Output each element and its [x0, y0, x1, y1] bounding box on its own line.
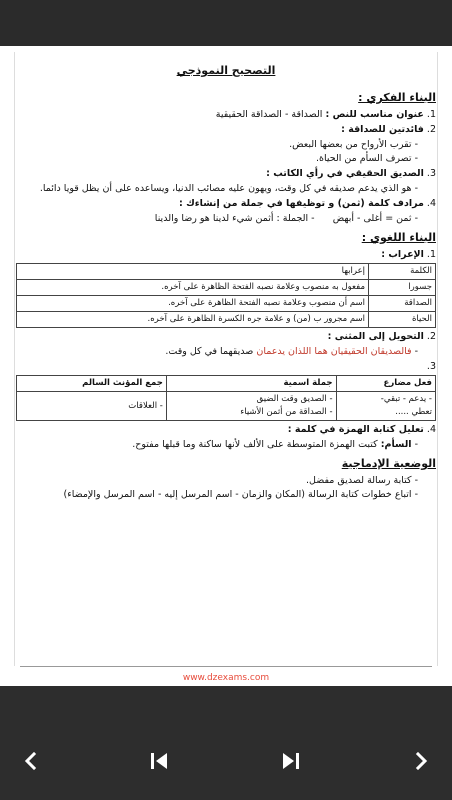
question-number: 4. — [426, 198, 436, 209]
synonym-line: - ثمن = أغلى - أبهض - الجملة : أثمن شيء لدينا هو رضا والدينا — [154, 213, 418, 224]
question-label: تعليل كتابة الهمزة في كلمة : — [287, 424, 424, 435]
list-item-text: تقرب الأرواح من بعضها البعض. — [289, 139, 412, 150]
first-page-button[interactable] — [144, 746, 174, 776]
question-label: فائدتين للصداقة : — [341, 124, 424, 135]
table-row — [17, 312, 436, 328]
table-cell: الصداقة — [369, 296, 436, 312]
document-page[interactable] — [0, 46, 452, 686]
list-item: - تقرب الأرواح من بعضها البعض. — [289, 139, 418, 150]
question-4 — [16, 197, 436, 210]
question-label: الصديق الحقيقي في رأي الكاتب : — [266, 168, 424, 179]
table-header-cell: فعل مضارع — [336, 376, 435, 392]
question-number: 3. — [426, 361, 436, 372]
sentence-text: الجملة : أثمن شيء لدينا هو رضا والدينا — [154, 213, 309, 224]
dual-transform-line: - فالصديقان الحقيقيان هما اللذان يدعمان صديقهما في كل وقت. — [165, 346, 418, 357]
table-header-cell: الكلمة — [369, 264, 436, 280]
table-header-row — [17, 264, 436, 280]
last-page-button[interactable] — [276, 746, 306, 776]
question-label: التحويل إلى المثنى : — [327, 331, 424, 342]
skip-first-icon — [149, 752, 169, 770]
question-label: الإعراب : — [381, 249, 424, 260]
table-cell: - يدعم - تبقي- تعطي ..... — [336, 392, 435, 421]
table-row — [17, 392, 436, 421]
table-header-cell: جملة اسمية — [166, 376, 336, 392]
question-2 — [16, 330, 436, 343]
cell-text: العلاقات — [128, 400, 158, 411]
section-title-integration: الوضعية الإدماجية — [341, 457, 436, 470]
question-3 — [16, 360, 436, 373]
hamza-explanation: - السأم: كتبت الهمزة المتوسطة على الألف لأنها ساكنة وما قبلها مفتوح. — [132, 439, 418, 450]
chevron-left-icon — [23, 752, 39, 770]
page-title: التصحيح النموذجي — [176, 64, 276, 77]
list-item-text: تصرف السأم من الحياة. — [315, 153, 412, 164]
question-4 — [16, 423, 436, 436]
parsing-table — [16, 263, 436, 328]
table-header-cell: جمع المؤنث السالم — [17, 376, 167, 392]
list-item: - هو الذي يدعم صديقه في كل وقت، ويهون عليه مصائب الدنيا، ويساعده على أن يظل قويا دائما. — [39, 183, 418, 194]
highlighted-text: فالصديقان الحقيقيان هما اللذان يدعمان — [256, 346, 412, 357]
next-page-button[interactable] — [406, 746, 436, 776]
list-item-text: هو الذي يدعم صديقه في كل وقت، ويهون عليه مصائب الدنيا، ويساعده على أن يظل قويا دائما. — [39, 183, 412, 194]
cell-text: تعطي ..... — [395, 407, 432, 417]
cell-text: الصداقة من أثمن الأشياء — [240, 407, 327, 417]
word-text: السأم: — [380, 439, 412, 450]
question-number: 1. — [426, 109, 436, 120]
question-answer: الصداقة - الصداقة الحقيقية — [215, 109, 323, 120]
cell-text: الصديق وقت الضيق — [256, 394, 327, 404]
question-number: 1. — [426, 249, 436, 260]
question-number: 4. — [426, 424, 436, 435]
cell-text: يدعم - تبقي- — [380, 394, 427, 404]
question-number: 2. — [426, 331, 436, 342]
question-number: 2. — [426, 124, 436, 135]
table-cell: الحياة — [369, 312, 436, 328]
question-3 — [16, 167, 436, 180]
table-cell: - الصديق وقت الضيق - الصداقة من أثمن الأشياء — [166, 392, 336, 421]
bottom-navigation-bar — [0, 686, 452, 800]
chevron-right-icon — [413, 752, 429, 770]
list-item: - تصرف السأم من الحياة. — [315, 153, 418, 164]
table-cell: مفعول به منصوب وعلامة نصبه الفتحة الظاهرة على آخره. — [17, 280, 369, 296]
footer-divider — [20, 666, 432, 667]
skip-last-icon — [281, 752, 301, 770]
question-number: 3. — [426, 168, 436, 179]
section-title-thought: البناء الفكري : — [358, 91, 436, 104]
question-1 — [16, 248, 436, 261]
list-item-text: كتابة رسالة لصديق مفضل. — [306, 475, 412, 486]
synonym-text: ثمن = أغلى - أبهض — [332, 213, 412, 224]
list-item-text: اتباع خطوات كتابة الرسالة (المكان والزمان - اسم المرسل إليه - اسم المرسل والإمضاء) — [63, 489, 412, 500]
question-label: مرادف كلمة (ثمن) و توظيفها في جملة من إنشاءك : — [178, 198, 424, 209]
table-header-row — [17, 376, 436, 392]
website-link[interactable]: www.dzexams.com — [182, 673, 270, 683]
answer-text: كتبت الهمزة المتوسطة على الألف لأنها ساكنة وما قبلها مفتوح. — [132, 439, 378, 450]
document-content — [16, 64, 436, 502]
table-cell: - العلاقات — [17, 392, 167, 421]
table-row — [17, 296, 436, 312]
question-label: عنوان مناسب للنص : — [325, 109, 424, 120]
extraction-table — [16, 375, 436, 421]
previous-page-button[interactable] — [16, 746, 46, 776]
section-title-language: البناء اللغوي : — [361, 231, 436, 244]
table-header-cell: إعرابها — [17, 264, 369, 280]
table-cell: اسم أن منصوب وعلامة نصبه الفتحة الظاهرة على آخره. — [17, 296, 369, 312]
question-1 — [16, 108, 436, 121]
table-row — [17, 280, 436, 296]
answer-text: صديقهما في كل وقت. — [165, 346, 254, 357]
top-bar — [0, 0, 452, 46]
question-2 — [16, 123, 436, 136]
table-cell: جسورا — [369, 280, 436, 296]
table-cell: اسم مجرور ب (من) و علامة جره الكسرة الظاهرة على آخره. — [17, 312, 369, 328]
list-item: - اتباع خطوات كتابة الرسالة (المكان والزمان - اسم المرسل إليه - اسم المرسل والإمضاء) — [63, 489, 418, 500]
list-item: - كتابة رسالة لصديق مفضل. — [306, 475, 418, 486]
